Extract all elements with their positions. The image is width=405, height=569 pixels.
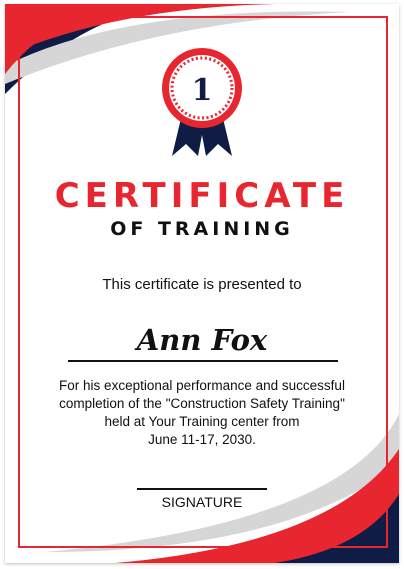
recipient-name: Ann Fox <box>136 323 268 357</box>
description-line: held at Your Training center from <box>104 414 300 429</box>
description-line: June 11-17, 2030. <box>148 432 256 447</box>
certificate-description <box>35 377 369 449</box>
badge-number: 1 <box>191 73 213 108</box>
signature-line <box>137 488 267 490</box>
award-rosette-icon <box>154 44 250 162</box>
presented-to-text: This certificate is presented to <box>102 276 302 293</box>
description-line: For his exceptional performance and successful <box>59 378 345 393</box>
certificate-title: CERTIFICATE <box>54 176 350 216</box>
signature-label: SIGNATURE <box>161 494 243 510</box>
certificate-subtitle: OF TRAINING <box>110 218 294 240</box>
description-line: completion of the "Construction Safety Training" <box>59 396 345 411</box>
name-underline <box>68 360 338 362</box>
certificate-card <box>5 4 399 563</box>
